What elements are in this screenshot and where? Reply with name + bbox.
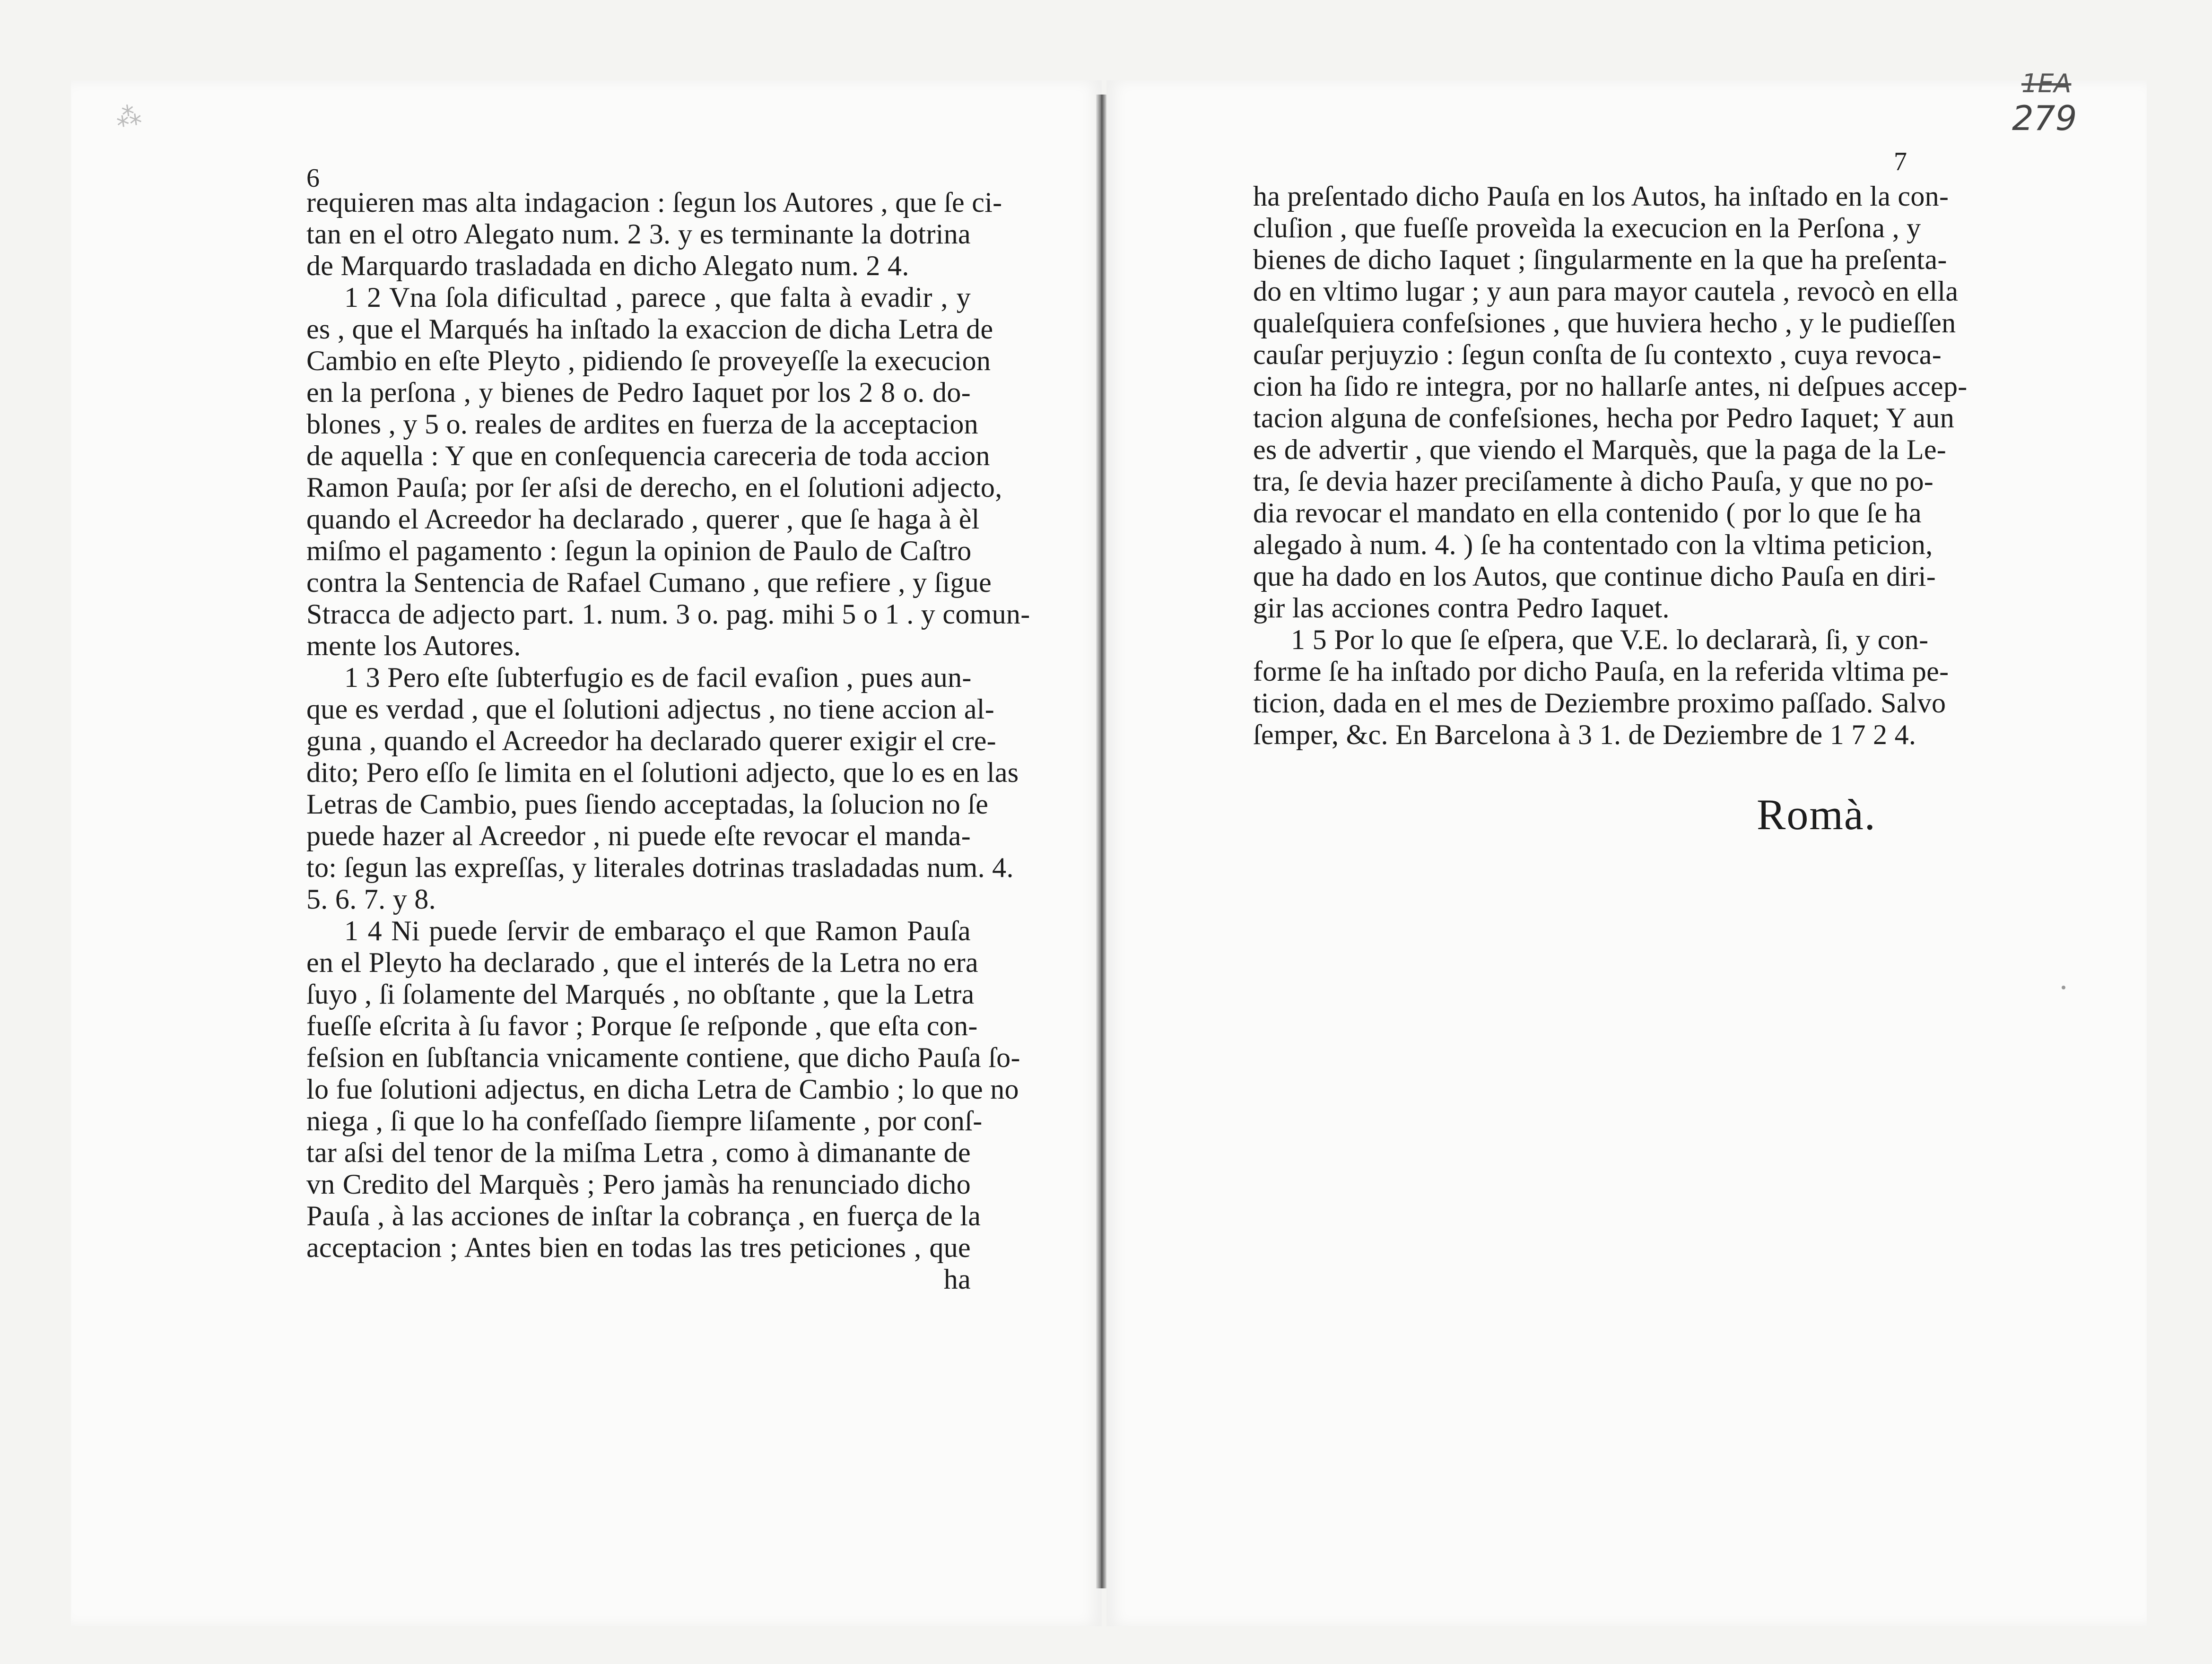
text-line: to: ſegun las expreſſas, y literales dotrinas trasladadas num. 4. [306, 852, 1014, 883]
text-line: de aquella : Y que en conſequencia careceria de toda accion [306, 440, 990, 471]
text-line: puede hazer al Acreedor , ni puede eſte revocar el manda- [306, 820, 971, 851]
page-number-right: 7 [1894, 147, 1907, 176]
text-line: de Marquardo trasladada en dicho Alegato num. 2 4. [306, 250, 909, 281]
signature: Romà. [1757, 790, 1876, 839]
text-line: 5. 6. 7. y 8. [306, 884, 436, 915]
text-line: ha [943, 1264, 971, 1295]
folio-number: 279 [2012, 98, 2077, 138]
text-line: es de advertir , que viendo el Marquès, que la paga de la Le- [1253, 434, 1947, 465]
text-line: ſuyo , ſi ſolamente del Marqués , no obſtante , que la Letra [306, 979, 975, 1010]
text-line: tan en el otro Alegato num. 2 3. y es terminante la dotrina [306, 218, 971, 250]
text-line: guna , quando el Acreedor ha declarado querer exigir el cre- [306, 725, 996, 756]
text-line: ticion, dada en el mes de Deziembre proximo paſſado. Salvo [1253, 687, 1946, 719]
text-line: vn Credito del Marquès ; Pero jamàs ha renunciado dicho [306, 1169, 971, 1200]
text-line: ha preſentado dicho Pauſa en los Autos, ha inſtado en la con- [1253, 181, 1949, 212]
text-line: fueſſe eſcrita à ſu favor ; Porque ſe reſponde , que eſta con- [306, 1010, 978, 1041]
text-line: Letras de Cambio, pues ſiendo acceptadas, la ſolucion no ſe [306, 789, 989, 820]
speck [2062, 986, 2065, 989]
text-line: cauſar perjuyzio : ſegun conſta de ſu contexto , cuya revoca- [1253, 339, 1942, 370]
text-line: en la perſona , y bienes de Pedro Iaquet por los 2 8 o. do- [306, 377, 971, 408]
text-line: tra, ſe devia hazer preciſamente à dicho Pauſa, y que no po- [1253, 466, 1934, 497]
text-line: 1 5 Por lo que ſe eſpera, que V.E. lo declararà, ſi, y con- [1291, 624, 1929, 655]
text-line: acceptacion ; Antes bien en todas las tres peticiones , que [306, 1232, 971, 1263]
text-line: miſmo el pagamento : ſegun la opinion de Paulo de Caſtro [306, 535, 972, 566]
text-line: qualeſquiera confeſsiones , que huviera hecho , y le pudieſſen [1253, 307, 1956, 338]
text-line: Cambio en eſte Pleyto , pidiendo ſe proveyeſſe la execucion [306, 345, 991, 376]
text-line: lo fue ſolutioni adjectus, en dicha Letra de Cambio ; lo que no [306, 1074, 1019, 1105]
page-number-left: 6 [306, 164, 320, 193]
left-page-text [306, 187, 1030, 1295]
text-line: mente los Autores. [306, 630, 521, 661]
text-line: que ha dado en los Autos, que continue dicho Pauſa en diri- [1253, 561, 1936, 592]
text-line: cluſion , que fueſſe proveìda la execucion en la Perſona , y [1253, 212, 1921, 243]
text-line: alegado à num. 4. ) ſe ha contentado con la vltima peticion, [1253, 529, 1933, 560]
text-line: es , que el Marqués ha inſtado la exaccion de dicha Letra de [306, 313, 993, 345]
folio-annotation [2012, 69, 2077, 138]
text-line: cion ha ſido re integra, por no hallarſe antes, ni deſpues accep- [1253, 371, 1968, 402]
text-line: Stracca de adjecto part. 1. num. 3 o. pag. mihi 5 o 1 . y comun- [306, 598, 1030, 630]
text-line: que es verdad , que el ſolutioni adjectus , no tiene accion al- [306, 693, 995, 725]
text-line: 1 2 Vna ſola dificultad , parece , que falta à evadir , y [344, 282, 971, 313]
text-line: Ramon Pauſa; por ſer aſsi de derecho, en el ſolutioni adjecto, [306, 472, 1002, 503]
text-line: feſsion en ſubſtancia vnicamente contiene, que dicho Pauſa ſo- [306, 1042, 1020, 1073]
text-line: dito; Pero eſſo ſe limita en el ſolutioni adjecto, que lo es en las [306, 757, 1019, 788]
text-line: tacion alguna de confeſsiones, hecha por Pedro Iaquet; Y aun [1253, 402, 1955, 433]
folio-struck: 1EA [2021, 69, 2072, 98]
faded-corner-mark: ⁂ [113, 100, 144, 133]
text-line: 1 4 Ni puede ſervir de embaraço el que Ramon Pauſa [344, 915, 971, 946]
book-gutter [1096, 95, 1106, 1588]
text-line: requieren mas alta indagacion : ſegun los Autores , que ſe ci- [306, 187, 1002, 218]
text-line: forme ſe ha inſtado por dicho Pauſa, en la referida vltima pe- [1253, 656, 1949, 687]
text-line: 1 3 Pero eſte ſubterfugio es de facil evaſion , pues aun- [344, 662, 972, 693]
text-line: gir las acciones contra Pedro Iaquet. [1253, 592, 1670, 624]
text-line: blones , y 5 o. reales de ardites en fuerza de la acceptacion [306, 408, 978, 440]
text-line: niega , ſi que lo ha confeſſado ſiempre liſamente , por conſ- [306, 1105, 983, 1136]
text-line: bienes de dicho Iaquet ; ſingularmente en la que ha preſenta- [1253, 244, 1947, 275]
right-page-text [1253, 181, 1968, 751]
text-line: tar aſsi del tenor de la miſma Letra , como à dimanante de [306, 1137, 971, 1168]
text-line: dia revocar el mandato en ella contenido ( por lo que ſe ha [1253, 497, 1922, 529]
text-line: do en vltimo lugar ; y aun para mayor cautela , revocò en ella [1253, 276, 1959, 307]
text-line: en el Pleyto ha declarado , que el interés de la Letra no era [306, 947, 978, 978]
text-line: Pauſa , à las acciones de inſtar la cobrança , en fuerça de la [306, 1200, 981, 1231]
text-line: ſemper, &c. En Barcelona à 3 1. de Deziembre de 1 7 2 4. [1253, 719, 1916, 750]
text-line: quando el Acreedor ha declarado , querer , que ſe haga à èl [306, 503, 980, 535]
text-line: contra la Sentencia de Rafael Cumano , que refiere , y ſigue [306, 567, 992, 598]
